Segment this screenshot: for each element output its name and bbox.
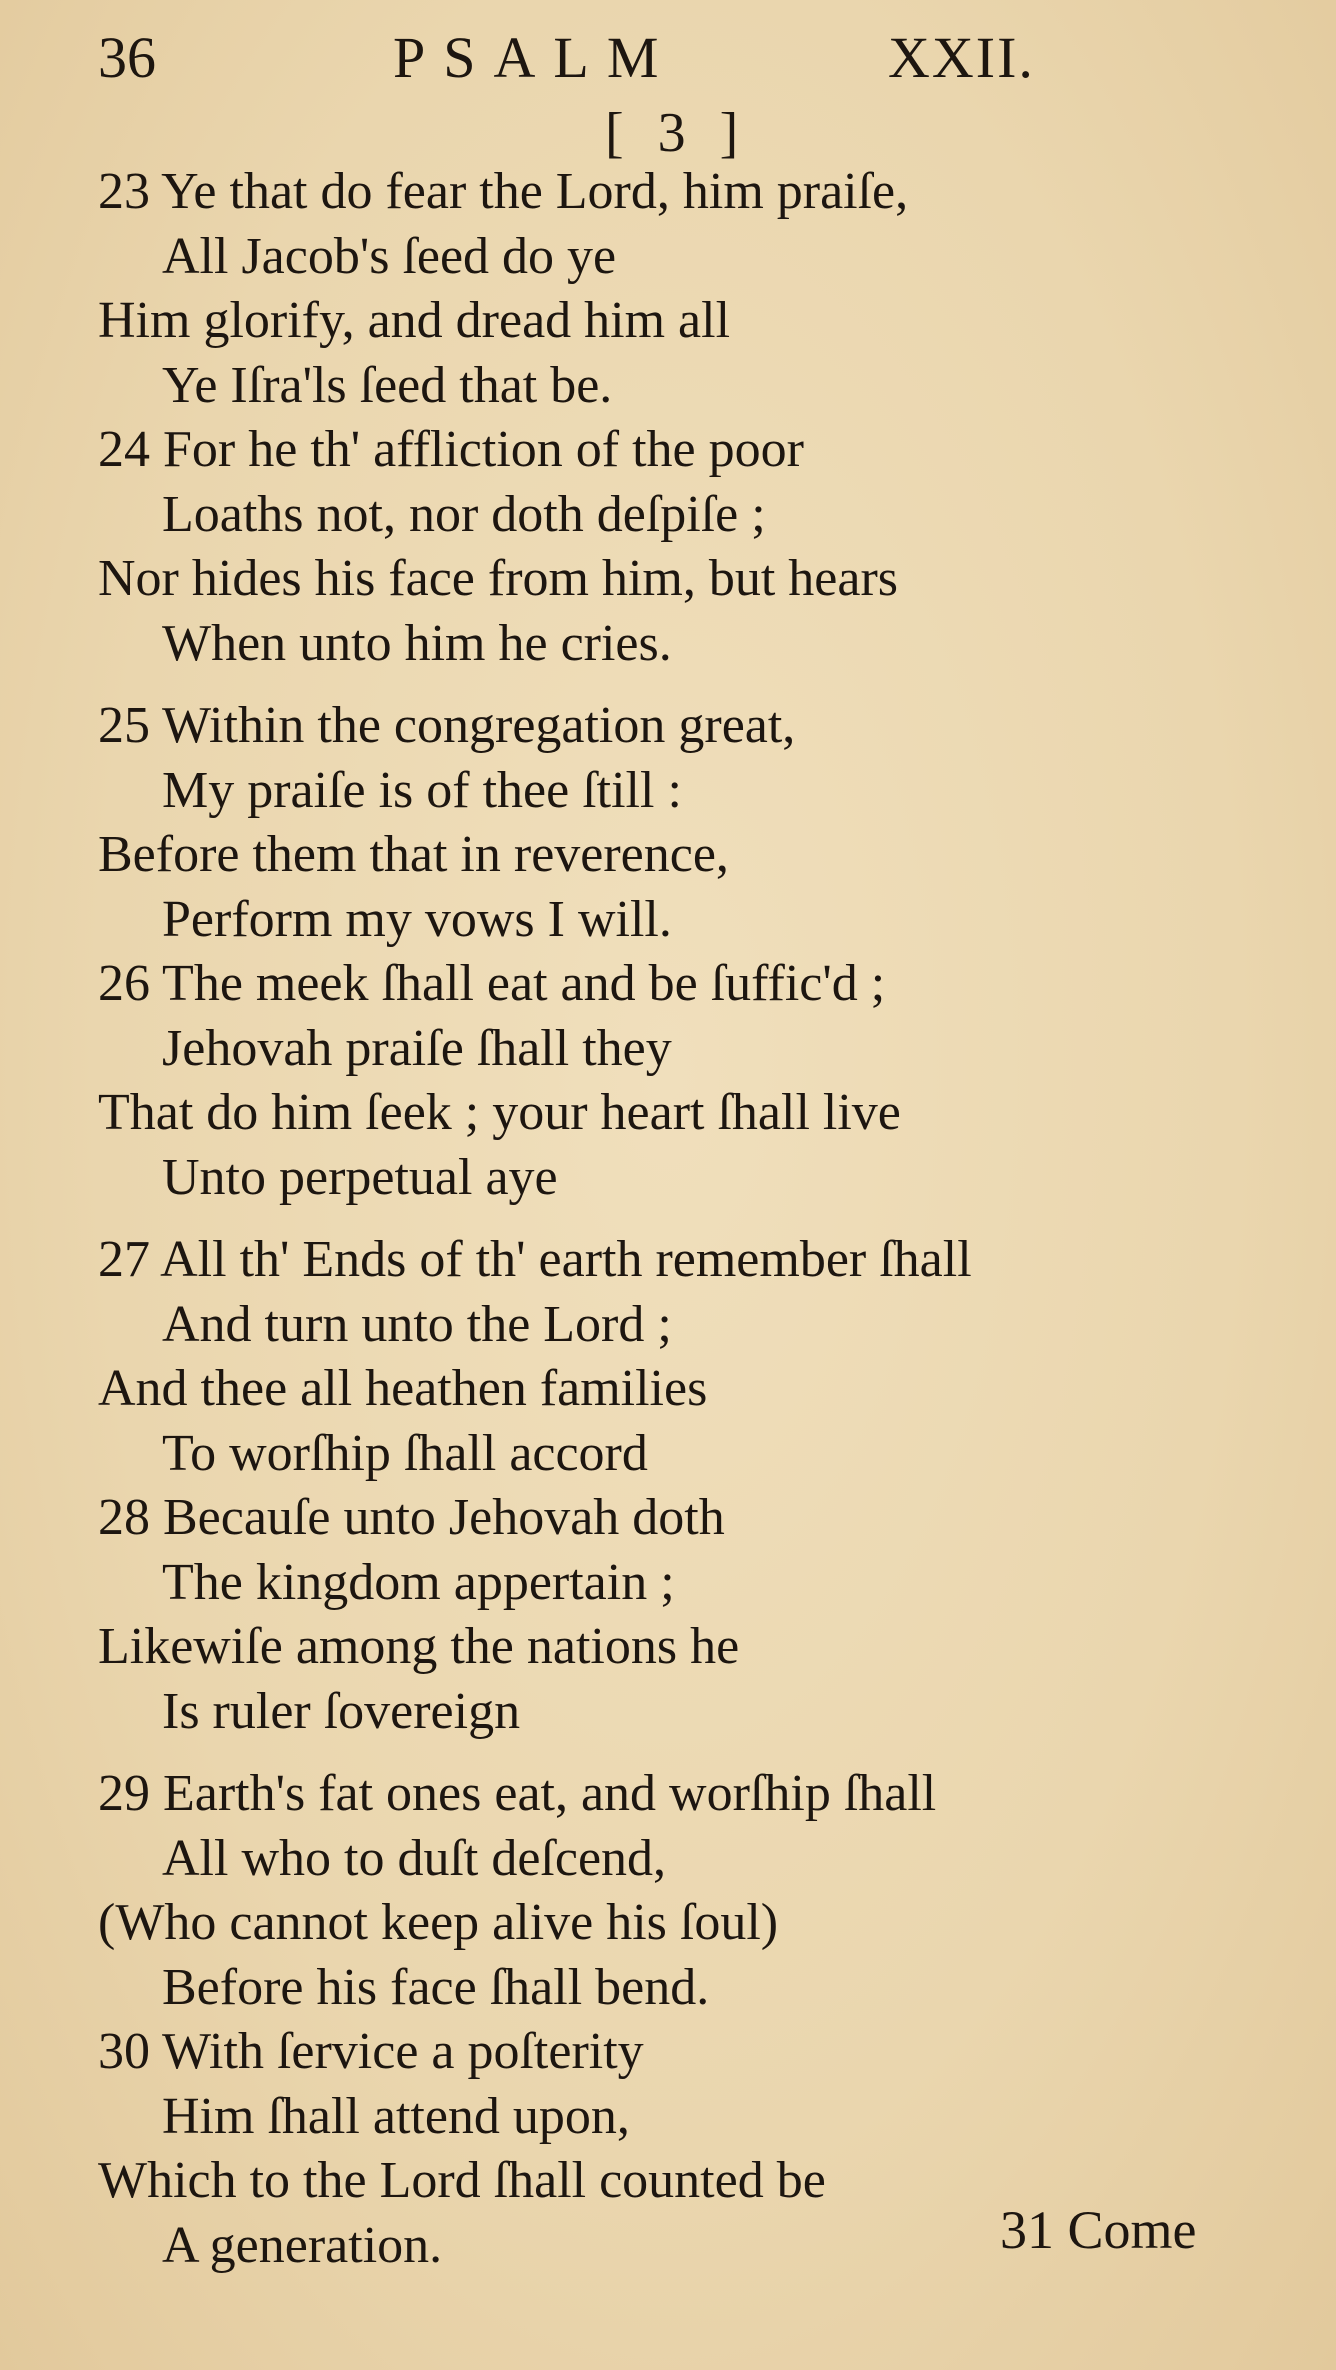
section-marker: [ 3 ] [605, 102, 749, 164]
verse-line: Which to the Lord ſhall counted be [98, 2152, 826, 2209]
verse-line: That do him ſeek ; your heart ſhall live [98, 1084, 901, 1141]
verse-line: Perform my vows I will. [162, 890, 672, 948]
stanza [98, 694, 1258, 1210]
stanza-gap [98, 1210, 1258, 1228]
verse-line: Jehovah praiſe ſhall they [162, 1019, 672, 1077]
verse-line: My praiſe is of thee ſtill : [162, 761, 682, 819]
stanza-gap [98, 1744, 1258, 1762]
verse-line: Likewiſe among the nations he [98, 1618, 740, 1675]
verse-line: 23 Ye that do fear the Lord, him praiſe, [98, 163, 909, 220]
verse-line: Before them that in reverence, [98, 826, 729, 883]
verse-line: (Who cannot keep alive his ſoul) [98, 1894, 779, 1951]
catchword: 31 Come [1000, 2200, 1197, 2260]
verse-line: Loaths not, nor doth deſpiſe ; [162, 485, 766, 543]
header-title: PSALM [393, 25, 677, 90]
verse-line: 24 For he th' affliction of the poor [98, 421, 804, 478]
verse-line: All Jacob's ſeed do ye [162, 227, 617, 285]
verse-line: When unto him he cries. [162, 614, 672, 672]
verse-line: 26 The meek ſhall eat and be ſuffic'd ; [98, 955, 886, 1012]
verse-line: 28 Becauſe unto Jehovah doth [98, 1489, 725, 1546]
verse-line: To worſhip ſhall accord [162, 1424, 648, 1482]
header-chapter: XXII. [888, 25, 1035, 90]
stanza [98, 160, 1258, 676]
verse-line: Him glorify, and dread him all [98, 292, 731, 349]
verse-line: 29 Earth's fat ones eat, and worſhip ſhall [98, 1765, 937, 1822]
verse-line: 27 All th' Ends of th' earth remember ſhall [98, 1231, 972, 1288]
verse-text [98, 160, 1258, 2278]
verse-line: Ye Iſra'ls ſeed that be. [162, 356, 613, 414]
verse-line: 30 With ſervice a poſterity [98, 2023, 644, 2080]
verse-line: 25 Within the congregation great, [98, 697, 796, 754]
page-number: 36 [98, 25, 156, 90]
stanza-gap [98, 676, 1258, 694]
running-header [98, 18, 1198, 98]
verse-line: The kingdom appertain ; [162, 1553, 675, 1611]
stanza [98, 1228, 1258, 1744]
verse-line: Nor hides his face from him, but hears [98, 550, 899, 607]
verse-line: Before his face ſhall bend. [162, 1958, 710, 2016]
verse-line: Is ruler ſovereign [162, 1682, 521, 1740]
verse-line: Unto perpetual aye [162, 1148, 558, 1206]
verse-line: And turn unto the Lord ; [162, 1295, 672, 1353]
verse-line: Him ſhall attend upon, [162, 2087, 630, 2145]
verse-line: And thee all heathen families [98, 1360, 708, 1417]
verse-line: All who to duſt deſcend, [162, 1829, 667, 1887]
verse-line: A generation. [162, 2216, 443, 2274]
